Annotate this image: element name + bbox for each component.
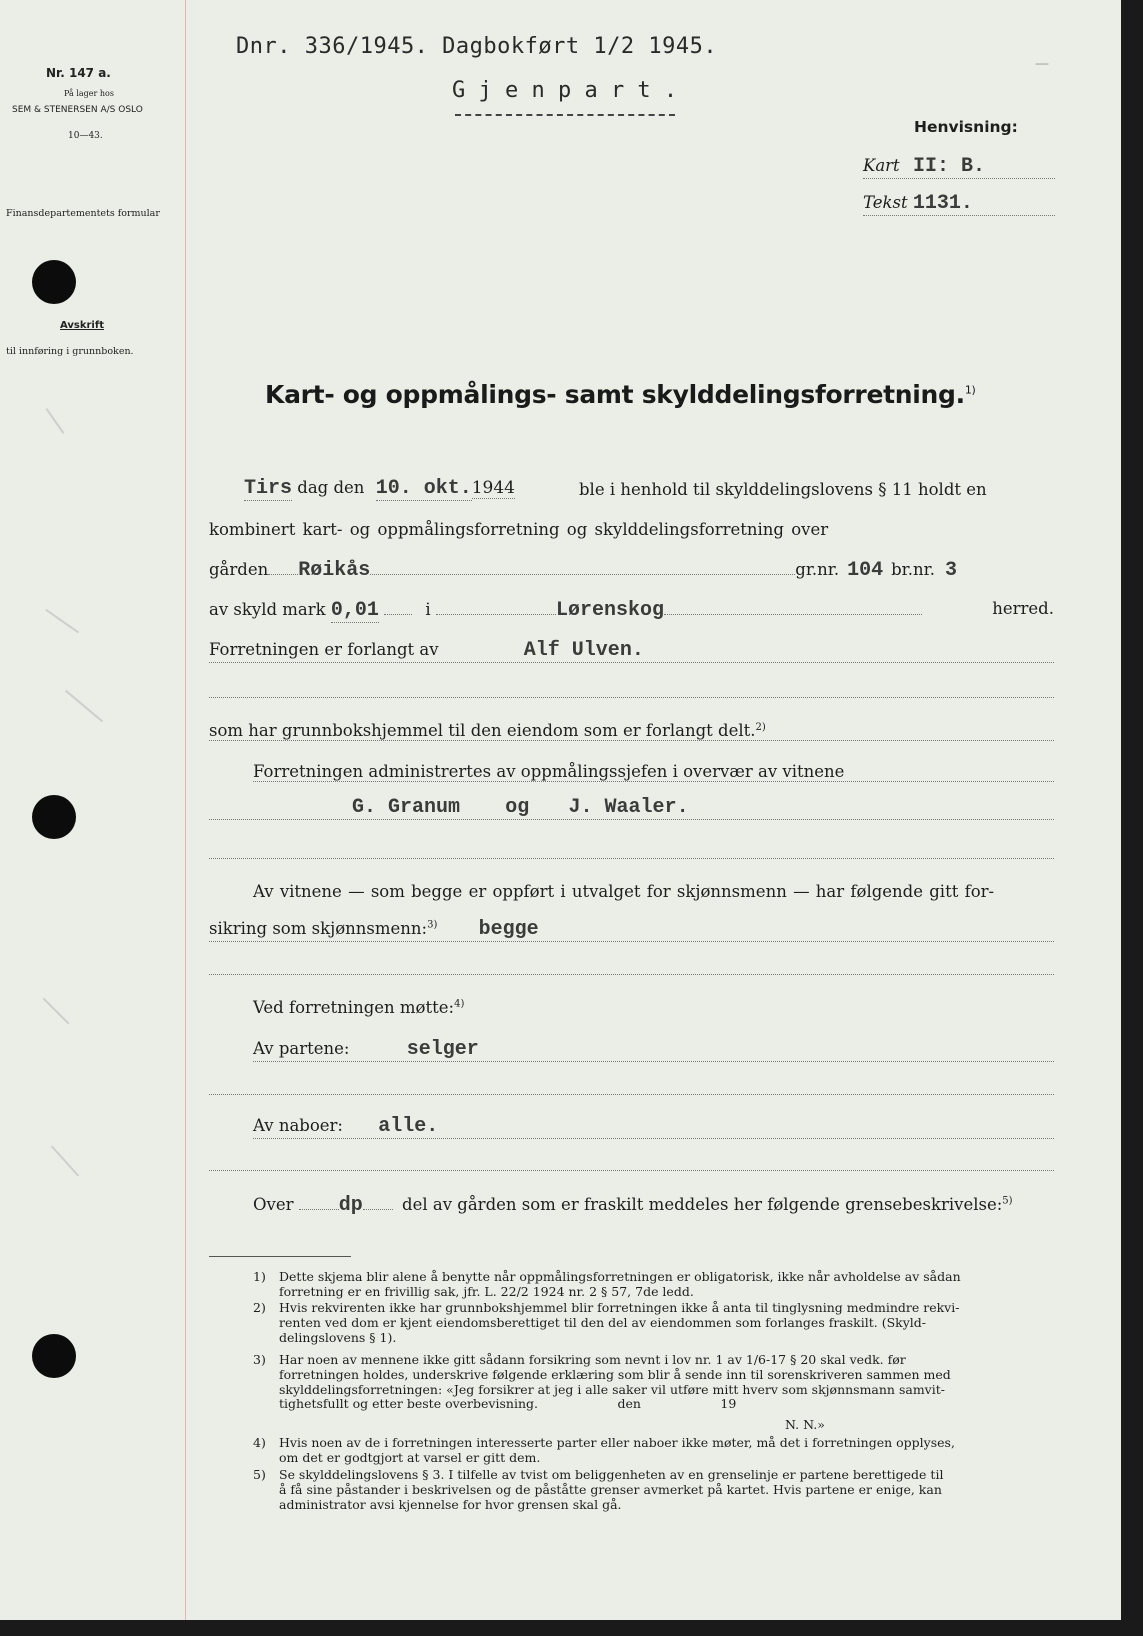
municipality-value: Lørenskog bbox=[555, 599, 664, 622]
footnote-line: å få sine påstander i beskrivelsen og de påståtte grenser avmerket på kartet. Hvis partene er enige, kan bbox=[279, 1481, 942, 1497]
blank-line bbox=[209, 974, 1054, 975]
bnr-value: 3 bbox=[944, 559, 957, 582]
bnr-label: br.nr. bbox=[891, 560, 935, 579]
footnote-line: forretning er en frivillig sak, jfr. L. 22/2 1924 nr. 2 § 57, 7de ledd. bbox=[279, 1283, 694, 1299]
blank-line bbox=[209, 1170, 1054, 1171]
footnote-line: skylddelingsforretningen: «Jeg forsikrer at jeg i alle saker vil utføre mitt hverv som skjønnsmann samvit- bbox=[279, 1381, 945, 1397]
attended-note: 4) bbox=[454, 998, 465, 1010]
combined-line: kombinert kart- og oppmålingsforretning og skylddelingsforretning over bbox=[209, 520, 829, 539]
kart-value: II: B. bbox=[912, 155, 985, 178]
footnote-line: Hvis rekvirenten ikke har grunnbokshjemmel blir forretningen ikke å anta til tinglysning medmindre rekvi- bbox=[279, 1300, 960, 1315]
witnesses-line bbox=[209, 796, 1054, 820]
footnote-3 bbox=[253, 1352, 951, 1412]
skyld-line bbox=[209, 599, 1054, 622]
copy-heading-underline bbox=[455, 114, 675, 116]
date-line-rest: ble i henhold til skylddelingslovens § 11 holdt en bbox=[579, 480, 987, 499]
scan-mark bbox=[51, 1145, 79, 1176]
punch-hole bbox=[32, 795, 76, 839]
department-form: Finansdepartementets formular bbox=[6, 208, 160, 219]
footnote-line: renten ved dom er kjent eiendomsberettiget til den del av eiendommen som forlanges fraskilt. (Skyld- bbox=[279, 1314, 927, 1330]
parties-line bbox=[253, 1038, 1054, 1062]
footnote-line: Se skylddelingslovens § 3. I tilfelle av tvist om beliggenheten av en grenselinje er partene berettigede til bbox=[279, 1467, 944, 1482]
assessors-line-2 bbox=[209, 918, 1054, 942]
requested-line bbox=[209, 639, 1054, 663]
parties-label: Av partene: bbox=[253, 1039, 350, 1058]
requested-value: Alf Ulven. bbox=[523, 639, 644, 662]
farm-label: gården bbox=[209, 560, 269, 579]
assessors-value: begge bbox=[478, 918, 539, 941]
parties-value: selger bbox=[406, 1038, 479, 1061]
copy-label: Avskrift bbox=[60, 320, 104, 331]
corner-mark: — bbox=[1035, 56, 1049, 72]
footnote-line: Har noen av mennene ikke gitt sådann forsikring som nevnt i lov nr. 1 av 1/6-17 § 20 skal vedk. før bbox=[279, 1352, 906, 1367]
footnote-number: 5) bbox=[253, 1467, 266, 1482]
neighbours-line bbox=[253, 1115, 1054, 1139]
copy-heading: G j e n p a r t . bbox=[452, 78, 678, 103]
tekst-value: 1131. bbox=[912, 192, 973, 215]
skyld-label: av skyld mark bbox=[209, 600, 326, 619]
signature-placeholder: N. N.» bbox=[785, 1417, 825, 1432]
boundary-label: del av gården som er fraskilt meddeles her følgende grensebeskrivelse: bbox=[402, 1195, 1003, 1214]
footnote-signature bbox=[785, 1418, 825, 1433]
date-value: 10. okt. bbox=[375, 477, 472, 500]
blank-line bbox=[209, 697, 1054, 698]
scan-mark bbox=[45, 609, 79, 634]
scan-mark bbox=[65, 690, 103, 722]
footnote-number: 2) bbox=[253, 1300, 266, 1315]
footnote-5 bbox=[253, 1467, 944, 1512]
footnote-line: delingslovens § 1). bbox=[279, 1329, 397, 1345]
form-title bbox=[265, 380, 976, 409]
footnote-line: Hvis noen av de i forretningen interesserte parter eller naboer ikke møter, må det i forretningen opplyses, bbox=[279, 1435, 955, 1450]
footnote-1 bbox=[253, 1269, 961, 1300]
footnote-rule bbox=[209, 1256, 351, 1257]
blank-line bbox=[209, 1094, 1054, 1095]
form-number: Nr. 147 a. bbox=[46, 66, 111, 80]
punch-hole bbox=[32, 260, 76, 304]
footnote-number: 4) bbox=[253, 1435, 266, 1450]
gnr-value: 104 bbox=[847, 559, 884, 582]
scan-mark bbox=[46, 408, 65, 434]
footnote-line: tighetsfullt og etter beste overbevisning. den 19 bbox=[279, 1396, 737, 1412]
footnote-line: forretningen holdes, underskrive følgende erklæring som blir å sende inn til sorenskriveren sammen med bbox=[279, 1366, 951, 1382]
administered-line bbox=[253, 762, 1054, 782]
skyld-value: 0,01 bbox=[330, 599, 379, 622]
reference-kart bbox=[863, 155, 1055, 179]
tekst-label: Tekst bbox=[863, 193, 908, 212]
footnote-number: 3) bbox=[253, 1352, 266, 1367]
printer-note: På lager hos bbox=[64, 89, 114, 98]
witness-and: og bbox=[505, 796, 530, 819]
reference-tekst bbox=[863, 192, 1055, 216]
boundary-line bbox=[253, 1194, 1013, 1217]
reference-heading: Henvisning: bbox=[914, 118, 1018, 136]
requested-label: Forretningen er forlangt av bbox=[209, 640, 439, 659]
farm-line bbox=[209, 559, 1054, 582]
margin-rule bbox=[185, 0, 186, 1620]
kart-label: Kart bbox=[863, 156, 900, 175]
year-value: 1944 bbox=[471, 478, 515, 498]
title-label: som har grunnbokshjemmel til den eiendom som er forlangt delt. bbox=[209, 721, 756, 740]
dag-label: dag den bbox=[297, 478, 365, 497]
farm-value: Røikås bbox=[298, 559, 371, 582]
form-title-text: Kart- og oppmålings- samt skylddelingsforretning. bbox=[265, 380, 965, 409]
witness-1: G. Granum bbox=[352, 796, 461, 819]
assessors-note: 3) bbox=[427, 919, 438, 931]
printer-name: SEM & STENERSEN A/S OSLO bbox=[12, 105, 143, 115]
date-line bbox=[244, 477, 515, 500]
footnote-line: administrator avsi kjennelse for hvor grensen skal gå. bbox=[279, 1496, 622, 1512]
footnote-2 bbox=[253, 1300, 960, 1345]
attended-line bbox=[253, 998, 464, 1017]
footnote-line: om det er godtgjort at varsel er gitt dem. bbox=[279, 1449, 541, 1465]
boundary-note: 5) bbox=[1002, 1195, 1013, 1207]
over-label: Over bbox=[253, 1195, 294, 1214]
day-value: Tirs bbox=[244, 477, 293, 500]
neighbours-value: alle. bbox=[378, 1115, 439, 1138]
herred-label: herred. bbox=[992, 599, 1054, 618]
title-footnote-ref-2: 2) bbox=[755, 721, 766, 733]
gnr-label: gr.nr. bbox=[795, 560, 840, 579]
footnote-4 bbox=[253, 1435, 955, 1466]
print-date: 10—43. bbox=[68, 131, 103, 141]
footnote-line: Dette skjema blir alene å benytte når oppmålingsforretningen er obligatorisk, ikke når avholdelse av sådan bbox=[279, 1269, 961, 1284]
footnote-number: 1) bbox=[253, 1269, 266, 1284]
title-footnote-ref: 1) bbox=[964, 383, 976, 397]
administered-label: Forretningen administrertes av oppmålingssjefen i overvær av vitnene bbox=[253, 762, 845, 781]
neighbours-label: Av naboer: bbox=[253, 1116, 343, 1135]
title-line bbox=[209, 721, 1054, 741]
assessors-line-1: Av vitnene — som begge er oppført i utvalget for skjønnsmenn — har følgende gitt for- bbox=[253, 882, 995, 901]
punch-hole bbox=[32, 1334, 76, 1378]
copy-purpose: til innføring i grunnboken. bbox=[6, 346, 134, 357]
witness-2: J. Waaler. bbox=[568, 796, 689, 819]
journal-entry: Dnr. 336/1945. Dagbokført 1/2 1945. bbox=[236, 34, 718, 59]
blank-line bbox=[209, 858, 1054, 859]
attended-label: Ved forretningen møtte: bbox=[253, 998, 455, 1017]
scan-mark bbox=[43, 998, 70, 1025]
in-label: i bbox=[425, 600, 431, 619]
assessors-label: sikring som skjønnsmenn: bbox=[209, 919, 428, 938]
over-value: dp bbox=[338, 1194, 363, 1217]
